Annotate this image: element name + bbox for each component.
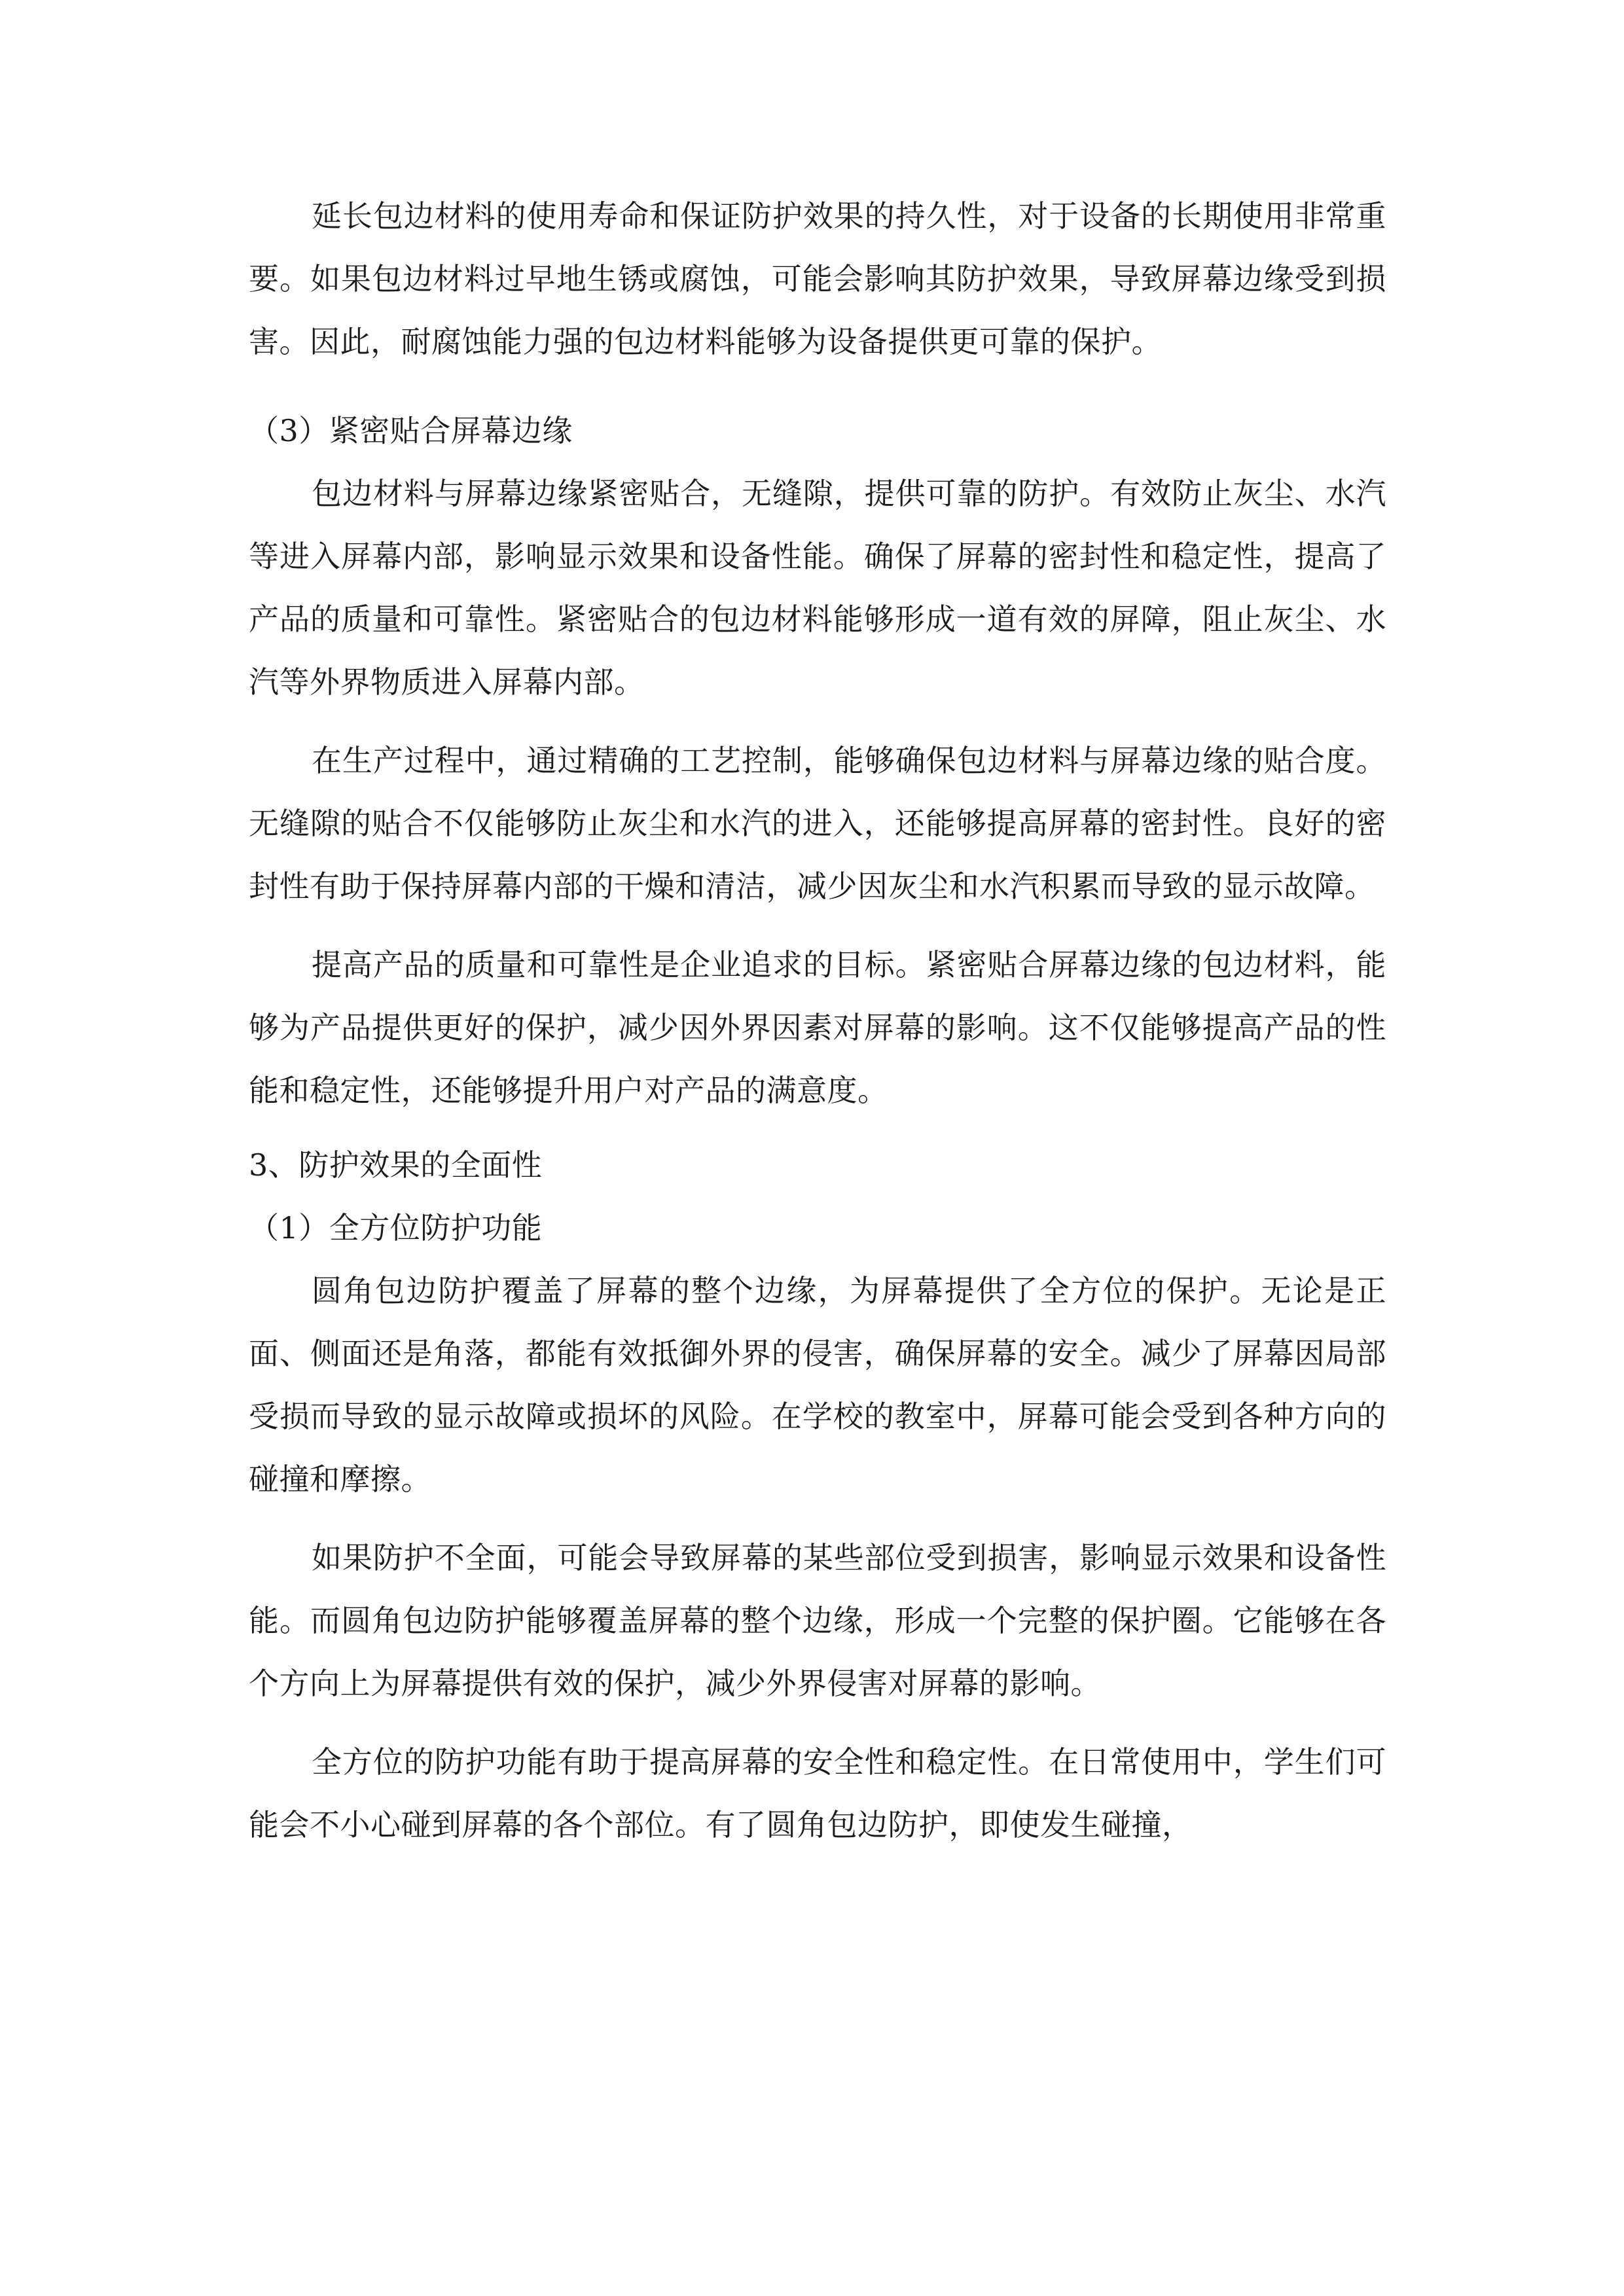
subheading-all-round-protection: （1）全方位防护功能 xyxy=(249,1210,543,1246)
document-body xyxy=(249,185,1386,1856)
paragraph-all-round-coverage: 圆角包边防护覆盖了屏幕的整个边缘，为屏幕提供了全方位的保护。无论是正面、侧面还是角落，都能有效抵御外界的侵害，确保屏幕的安全。减少了屏幕因局部受损而导致的显示故障或损坏的风险。在学校的教室中，屏幕可能会受到各种方向的碰撞和摩擦。 xyxy=(249,1273,1386,1497)
paragraph-incomplete-protection: 如果防护不全面，可能会导致屏幕的某些部位受到损害，影响显示效果和设备性能。而圆角包边防护能够覆盖屏幕的整个边缘，形成一个完整的保护圈。它能够在各个方向上为屏幕提供有效的保护，减少外界侵害对屏幕的影响。 xyxy=(249,1540,1386,1701)
section-heading-comprehensive-protection: 3、防护效果的全面性 xyxy=(249,1147,543,1183)
paragraph-tight-fit-intro: 包边材料与屏幕边缘紧密贴合，无缝隙，提供可靠的防护。有效防止灰尘、水汽等进入屏幕内部，影响显示效果和设备性能。确保了屏幕的密封性和稳定性，提高了产品的质量和可靠性。紧密贴合的包边材料能够形成一道有效的屏障，阻止灰尘、水汽等外界物质进入屏幕内部。 xyxy=(249,476,1386,700)
paragraph-quality-reliability: 提高产品的质量和可靠性是企业追求的目标。紧密贴合屏幕边缘的包边材料，能够为产品提供更好的保护，减少因外界因素对屏幕的影响。这不仅能够提高产品的性能和稳定性，还能够提升用户对产品的满意度。 xyxy=(249,947,1386,1108)
subheading-tight-fit: （3）紧密贴合屏幕边缘 xyxy=(249,413,573,448)
paragraph-corrosion-resistance: 延长包边材料的使用寿命和保证防护效果的持久性，对于设备的长期使用非常重要。如果包边材料过早地生锈或腐蚀，可能会影响其防护效果，导致屏幕边缘受到损害。因此，耐腐蚀能力强的包边材料能够为设备提供更可靠的保护。 xyxy=(249,198,1386,359)
paragraph-safety-stability: 全方位的防护功能有助于提高屏幕的安全性和稳定性。在日常使用中，学生们可能会不小心碰到屏幕的各个部位。有了圆角包边防护，即使发生碰撞， xyxy=(249,1744,1386,1842)
paragraph-production-process: 在生产过程中，通过精确的工艺控制，能够确保包边材料与屏幕边缘的贴合度。无缝隙的贴合不仅能够防止灰尘和水汽的进入，还能够提高屏幕的密封性。良好的密封性有助于保持屏幕内部的干燥和清洁，减少因灰尘和水汽积累而导致的显示故障。 xyxy=(249,743,1386,904)
